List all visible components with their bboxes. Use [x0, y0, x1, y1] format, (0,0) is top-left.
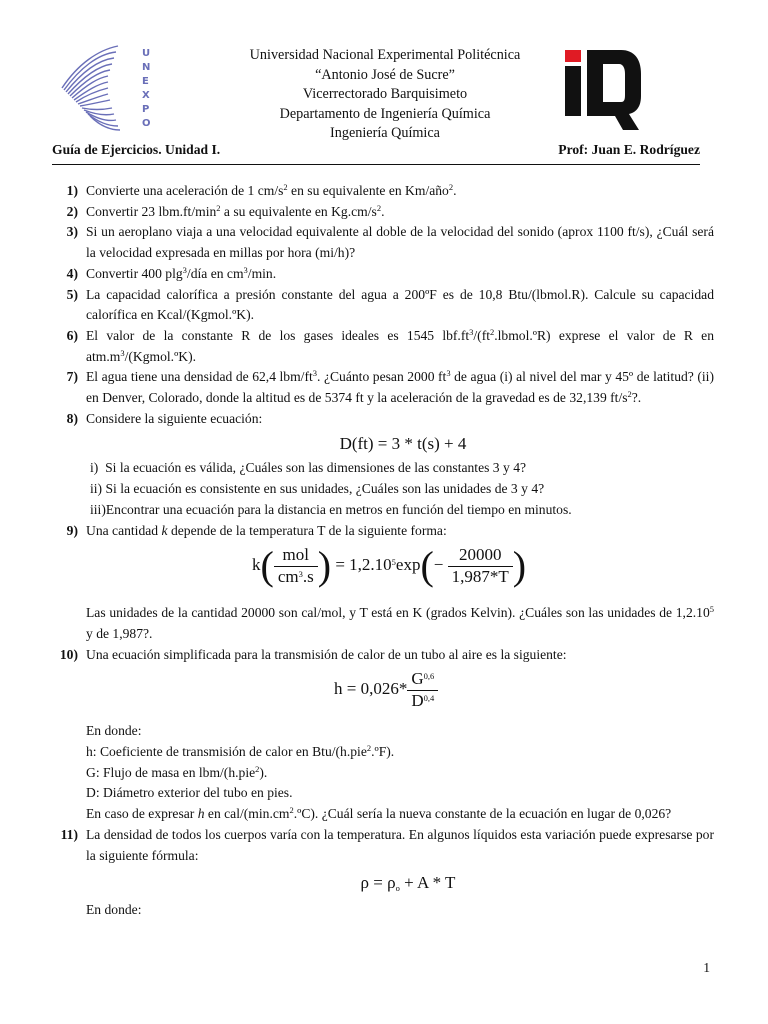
exercise-text: La densidad de todos los cuerpos varía con la temperatura. En algunos líquidos esta variación puede expresarse por la siguiente fórmula: — [86, 826, 714, 863]
exercise-item — [52, 326, 714, 367]
header-block — [190, 46, 580, 144]
denominator: $cm^3.s$ — [277, 566, 314, 586]
exercise-text: Una cantidad k depende de la temperatura T de la siguiente forma: — [86, 522, 447, 538]
paragraph: En donde: — [86, 902, 142, 918]
exercise-text: Una ecuación simplificada para la transmisión de calor de un tubo al aire es la siguiente: — [86, 646, 567, 662]
exercise-text: El valor de la constante R de los gases ideales es 1545 $lbf.ft^3/(ft^2.lbmol.ºR)$ exprese el valor de R en $atm.m^3/(Kgmol.ºK)$. — [86, 326, 714, 364]
den-base: cm — [277, 566, 299, 586]
eq-exp: 5 — [391, 557, 396, 568]
header-divider — [52, 164, 700, 165]
exercise-number: 11) — [60, 826, 78, 842]
exercise-number: 8) — [66, 410, 78, 426]
exercise-item — [52, 367, 714, 408]
exercise-text: Convertir 23 $lbm.ft/\min^2$ a su equivalente en $Kg.cm/s^2$. — [86, 202, 385, 219]
vice-rectorate: Vicerrectorado Barquisimeto — [302, 86, 468, 102]
exercise-text: Si un aeroplano viaja a una velocidad equivalente al doble de la velocidad del sonido (aprox 1100 ft/s), ¿Cuál será la velocidad expresada en millas por hora (mi/h)? — [86, 224, 714, 261]
program: Ingeniería Química — [330, 125, 440, 141]
exercise-item — [52, 264, 714, 285]
exercise-item — [52, 521, 714, 542]
unexpo-letter: N — [142, 62, 151, 73]
exercise-text: Convertir 400 plg$^3$/día en $cm^3/\min$. — [86, 264, 277, 281]
num-base: G — [411, 669, 424, 689]
den-base: D — [411, 691, 424, 711]
numerator: 20000 — [448, 545, 513, 567]
denominator: 1,987*T — [451, 566, 509, 586]
equation-d-ft: D(ft) = 3 * t(s) + 4 — [339, 434, 467, 454]
equation-h — [52, 665, 714, 721]
sub-item: ii) Si la ecuación es consistente en sus unidades, ¿Cuáles son las unidades de 3 y 4? — [90, 481, 545, 497]
den-tail: .s — [302, 566, 314, 586]
exercise-text: Considere la siguiente ecuación: — [86, 410, 263, 426]
exercise-number: 9) — [66, 522, 78, 538]
paragraph: En donde: — [86, 723, 142, 739]
denominator — [407, 691, 438, 712]
exercise-text: La capacidad calorífica a presión constante del agua a 200ºF es de 10,8 Btu/(lbmol.R). Calcule su capacidad calorífica en Kcal/(Kgmol.ºK). — [86, 286, 714, 323]
exercise-number: 6) — [66, 327, 78, 343]
exercise-list — [52, 181, 714, 921]
guide-row — [52, 142, 700, 162]
eq-fn: exp — [395, 555, 421, 575]
unexpo-letter: U — [142, 48, 151, 59]
exercise-number: 1) — [66, 183, 78, 198]
definition: G: Flujo de masa en lbm/(h.pie$^2$). — [86, 763, 268, 780]
unexpo-letter: E — [142, 76, 149, 87]
exercise-item — [52, 285, 714, 326]
equation-rho — [52, 866, 714, 900]
unexpo-logo — [58, 44, 158, 132]
fraction — [407, 669, 438, 711]
numerator — [407, 669, 438, 691]
num-exp: 0,6 — [423, 671, 435, 682]
fraction — [274, 545, 318, 587]
unexpo-letter: P — [142, 104, 150, 115]
eq-rho-rest: + A * T — [399, 873, 456, 893]
exercise-item — [52, 222, 714, 263]
professor: Prof: Juan E. Rodríguez — [558, 142, 700, 157]
numerator: mol — [274, 545, 318, 567]
institution-name: “Antonio José de Sucre” — [315, 66, 455, 83]
exercise-item — [52, 181, 714, 202]
eq-lhs: h = 0,026* — [334, 679, 408, 699]
equation-k: k( $\frac{\text{mol}}{cm^3.s}$ ) = $1,2.10^5\exp(-$ $\frac{20000}{1,987*T}$ ) — [252, 543, 527, 589]
eq-rho-sub: o — [395, 883, 400, 894]
exercise-text: Convierte una aceleración de 1 $cm/s^2$ en su equivalente en Km/año$^2$. — [86, 182, 457, 198]
exercise-item — [52, 645, 714, 666]
eq-equals: = 1,2.10 — [335, 555, 392, 575]
paragraph: Las unidades de la cantidad 20000 son cal/mol, y T está en K (grados Kelvin). ¿Cuáles son las unidades de 1,2.10$^5$ y de 1,987?. — [86, 604, 714, 641]
den-exp: 0,4 — [423, 693, 435, 704]
definition: D: Diámetro exterior del tubo en pies. — [86, 785, 293, 801]
sub-item: i) Si la ecuación es válida, ¿Cuáles son las dimensiones de las constantes 3 y 4? — [90, 460, 527, 476]
fraction — [448, 545, 513, 587]
department: Departamento de Ingeniería Química — [279, 105, 491, 122]
exercise-item — [52, 409, 714, 430]
eq-k: k — [252, 555, 261, 575]
paragraph: En caso de expresar h en cal/$(\min.cm^2.ºC)$. ¿Cuál sería la nueva constante de la ecuación en lugar de 0,026? — [86, 805, 672, 822]
exercise-number: 3) — [66, 224, 78, 240]
exercise-number: 5) — [66, 286, 78, 302]
exercise-number: 2) — [66, 203, 78, 219]
sub-item: iii)Encontrar una ecuación para la distancia en metros en función del tiempo en minutos. — [90, 501, 572, 517]
exercise-number: 4) — [66, 265, 78, 281]
exercise-item — [52, 202, 714, 223]
eq-rho: ρ = ρ — [360, 873, 396, 893]
eq-minus: − — [433, 555, 444, 575]
definition: h: Coeficiente de transmisión de calor en Btu/(h.pie$^2$.ºF). — [86, 743, 395, 760]
page-number: 1 — [703, 960, 710, 975]
guide-title: Guía de Ejercicios. Unidad I. — [52, 142, 221, 157]
exercise-text: El agua tiene una densidad de 62,4 lbm/$ft^3$. ¿Cuánto pesan 2000 $ft^3$ de agua (i) al nivel del mar y 45º de latitud? (ii) en Denver, Colorado, donde la altitud es de 5374 ft y la aceleración de la gravedad es de 32,139 $ft/s^2$?. — [86, 368, 714, 406]
exercise-number: 10) — [59, 646, 78, 662]
university-name: Universidad Nacional Experimental Politécnica — [249, 47, 521, 63]
unexpo-letter: X — [142, 90, 150, 101]
exercise-number: 7) — [66, 369, 78, 385]
unexpo-letter: O — [142, 118, 151, 129]
exercise-item — [52, 825, 714, 866]
